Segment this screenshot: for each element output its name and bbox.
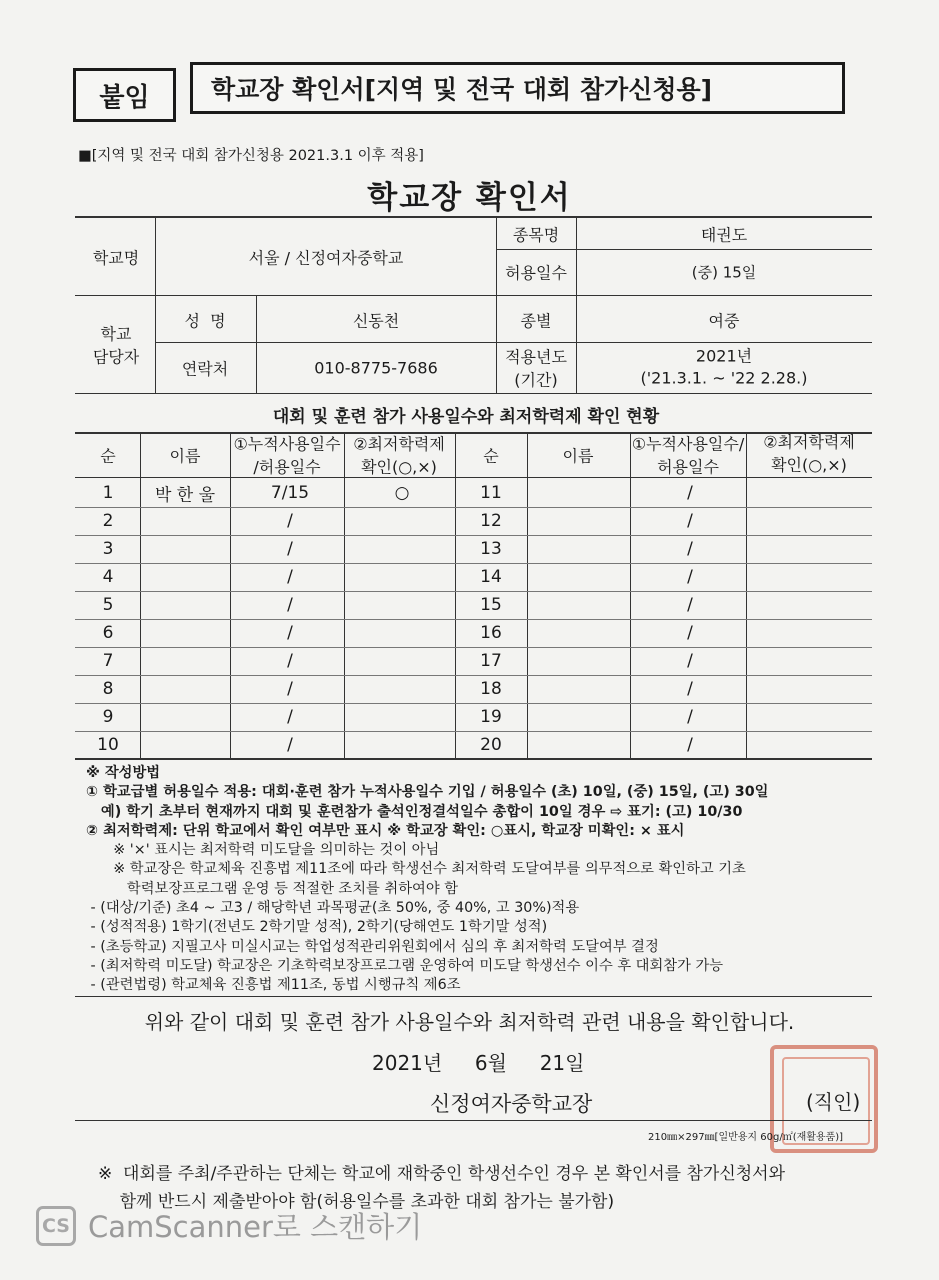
days-used: / [287, 679, 293, 699]
row-number: 11 [480, 483, 502, 503]
row-number: 8 [102, 679, 114, 699]
category-value: 여중 [708, 311, 740, 331]
status-vrule [746, 433, 747, 758]
days-used: / [687, 707, 693, 727]
info-vrule [576, 218, 577, 393]
col-used-right-1: ①누적사용일수/ [631, 434, 745, 454]
footer-note-line: 함께 반드시 제출받아야 함(허용일수를 초과한 대회 참가는 불가함) [98, 1192, 615, 1212]
row-number: 3 [102, 539, 114, 559]
confirmation-statement: 위와 같이 대회 및 훈련 참가 사용일수와 최저학력 관련 내용을 확인합니다. [144, 1010, 795, 1034]
col-used-right-2: 허용일수 [657, 457, 719, 477]
info-rule [75, 393, 872, 394]
applicability-note: ■[지역 및 전국 대회 참가신청용 2021.3.1 이후 적용] [78, 148, 424, 164]
event-label: 종목명 [512, 225, 560, 245]
allowed-days-value: (중) 15일 [691, 263, 757, 282]
days-used: / [287, 511, 293, 531]
instruction-line: - (대상/기준) 초4 ~ 고3 / 해당학년 과목평균(초 50%, 중 40%, 고 30%)적용 [86, 900, 580, 917]
status-vrule [527, 433, 528, 758]
row-number: 7 [102, 651, 114, 671]
col-used-left-1: ①누적사용일수 [233, 434, 341, 454]
instruction-line: - (최저학력 미도달) 학교장은 기초학력보장프로그램 운영하여 미도달 학생선수 이수 후 대회참가 가능 [86, 957, 724, 974]
status-title: 대회 및 훈련 참가 사용일수와 최저학력제 확인 현황 [272, 407, 660, 427]
info-rule [155, 342, 872, 343]
phone-value: 010-8775-7686 [314, 358, 438, 378]
contact-person-label-2: 담당자 [92, 347, 140, 367]
instruction-line: ※ '×' 표시는 최저학력 미도달을 의미하는 것이 아님 [86, 842, 440, 859]
status-vrule [630, 433, 631, 758]
year-value-1: 2021년 [695, 346, 753, 366]
status-top-rule [75, 432, 872, 434]
days-used: / [287, 735, 293, 755]
days-used: / [687, 511, 693, 531]
info-rule [496, 249, 872, 250]
row-number: 17 [480, 651, 502, 671]
year-label-1: 적용년도 [505, 347, 567, 367]
year-label-2: (기간) [514, 370, 558, 390]
col-min-left-1: ②최저학력제 [353, 434, 445, 454]
row-number: 9 [102, 707, 114, 727]
instruction-line: ② 최저학력제: 단위 학교에서 확인 여부만 표시 ※ 학교장 확인: ○표시, 학교장 미확인: × 표시 [86, 822, 685, 839]
days-used: / [687, 679, 693, 699]
year-value-2: ('21.3.1. ~ '22 2.28.) [640, 368, 808, 388]
days-used: / [687, 539, 693, 559]
paper-spec: 210㎜×297㎜[일반용지 60g/㎡(재활용품)] [648, 1132, 844, 1143]
days-used: / [687, 595, 693, 615]
phone-label: 연락처 [181, 359, 229, 379]
days-used: / [287, 623, 293, 643]
info-top-rule [75, 216, 872, 218]
info-vrule [256, 296, 257, 393]
row-number: 14 [480, 567, 502, 587]
watermark-text: CamScanner로 스캔하기 [88, 1210, 423, 1244]
col-min-right-1: ②최저학력제 [763, 432, 855, 452]
principal-title: 신정여자중학교장 [430, 1092, 593, 1116]
row-number: 16 [480, 623, 502, 643]
row-rule [75, 675, 872, 676]
col-no-right: 순 [483, 446, 499, 466]
event-value: 태권도 [700, 225, 748, 245]
name-label: 성 명 [184, 311, 226, 331]
days-used: / [687, 567, 693, 587]
row-number: 4 [102, 567, 114, 587]
row-number: 19 [480, 707, 502, 727]
form-title: 학교장 확인서 [367, 180, 572, 216]
col-used-left-2: /허용일수 [253, 457, 321, 477]
days-used: / [687, 483, 693, 503]
instruction-line: 예) 학기 초부터 현재까지 대회 및 훈련참가 출석인정결석일수 총합이 10일 경우 ⇨ 표기: (고) 10/30 [86, 803, 743, 820]
days-used: / [687, 651, 693, 671]
contact-person-label-1: 학교 [100, 324, 132, 344]
status-header-rule [75, 477, 872, 478]
document-heading: 학교장 확인서[지역 및 전국 대회 참가신청용] [190, 62, 845, 114]
row-rule [75, 619, 872, 620]
instruction-line: ① 학교급별 허용일수 적용: 대회·훈련 참가 누적사용일수 기입 / 허용일수 (초) 10일, (중) 15일, (고) 30일 [86, 784, 769, 801]
row-number: 20 [480, 735, 502, 755]
notes-bottom-rule [75, 996, 872, 997]
row-number: 15 [480, 595, 502, 615]
instruction-line: ※ 학교장은 학교체육 진흥법 제11조에 따라 학생선수 최저학력 도달여부를 의무적으로 확인하고 기초 [86, 861, 746, 878]
days-used: / [287, 539, 293, 559]
col-no-left: 순 [100, 446, 116, 466]
col-name-right: 이름 [562, 446, 594, 466]
row-number: 2 [102, 511, 114, 531]
instruction-line: 학력보장프로그램 운영 등 적절한 조치를 취하여야 함 [86, 880, 459, 897]
info-vrule [496, 218, 497, 393]
status-vrule [140, 433, 141, 758]
status-bottom-rule [75, 758, 872, 760]
camscanner-watermark [36, 1205, 422, 1246]
status-vrule [230, 433, 231, 758]
info-rule [75, 295, 872, 296]
row-number: 6 [102, 623, 114, 643]
days-used: 7/15 [270, 483, 310, 503]
min-academic-check: ○ [394, 483, 410, 503]
row-number: 13 [480, 539, 502, 559]
athlete-name: 박 한 울 [154, 485, 216, 506]
days-used: / [287, 595, 293, 615]
row-rule [75, 563, 872, 564]
row-number: 1 [102, 483, 114, 503]
days-used: / [687, 623, 693, 643]
row-rule [75, 591, 872, 592]
name-value: 신동천 [352, 311, 400, 331]
col-min-right-2: 확인(○,×) [771, 455, 847, 475]
signature-rule [75, 1120, 872, 1121]
instructions-heading: ※ 작성방법 [86, 765, 161, 781]
row-number: 10 [97, 735, 119, 755]
row-rule [75, 703, 872, 704]
stamp-label: (직인) [806, 1090, 861, 1114]
school-value: 서울 / 신정여자중학교 [248, 248, 404, 268]
attachment-label: 붙임 [73, 68, 176, 122]
instruction-line: - (관련법령) 학교체육 진흥법 제11조, 동법 시행규칙 제6조 [86, 977, 461, 994]
row-number: 5 [102, 595, 114, 615]
category-label: 종별 [520, 311, 552, 331]
col-min-left-2: 확인(○,×) [361, 457, 437, 477]
instruction-line: - (초등학교) 지필고사 미실시교는 학업성적관리위원회에서 심의 후 최저학력 도달여부 결정 [86, 938, 659, 955]
instruction-line: - (성적적용) 1학기(전년도 2학기말 성적), 2학기(당해연도 1학기말 성적) [86, 919, 548, 936]
instructions [86, 764, 886, 996]
info-vrule [155, 218, 156, 393]
days-used: / [287, 567, 293, 587]
status-vrule [455, 433, 456, 758]
days-used: / [687, 735, 693, 755]
row-number: 18 [480, 679, 502, 699]
row-rule [75, 647, 872, 648]
row-rule [75, 731, 872, 732]
footer-note-line: ※ 대회를 주최/주관하는 단체는 학교에 재학중인 학생선수인 경우 본 확인서를 참가신청서와 [98, 1164, 786, 1184]
days-used: / [287, 707, 293, 727]
row-number: 12 [480, 511, 502, 531]
row-rule [75, 535, 872, 536]
status-vrule [344, 433, 345, 758]
row-rule [75, 507, 872, 508]
col-name-left: 이름 [169, 446, 201, 466]
school-label: 학교명 [92, 248, 140, 268]
issue-date: 2021년 6월 21일 [372, 1051, 585, 1075]
camscanner-logo-icon: CS [36, 1206, 76, 1246]
allowed-days-label: 허용일수 [505, 263, 567, 283]
days-used: / [287, 651, 293, 671]
